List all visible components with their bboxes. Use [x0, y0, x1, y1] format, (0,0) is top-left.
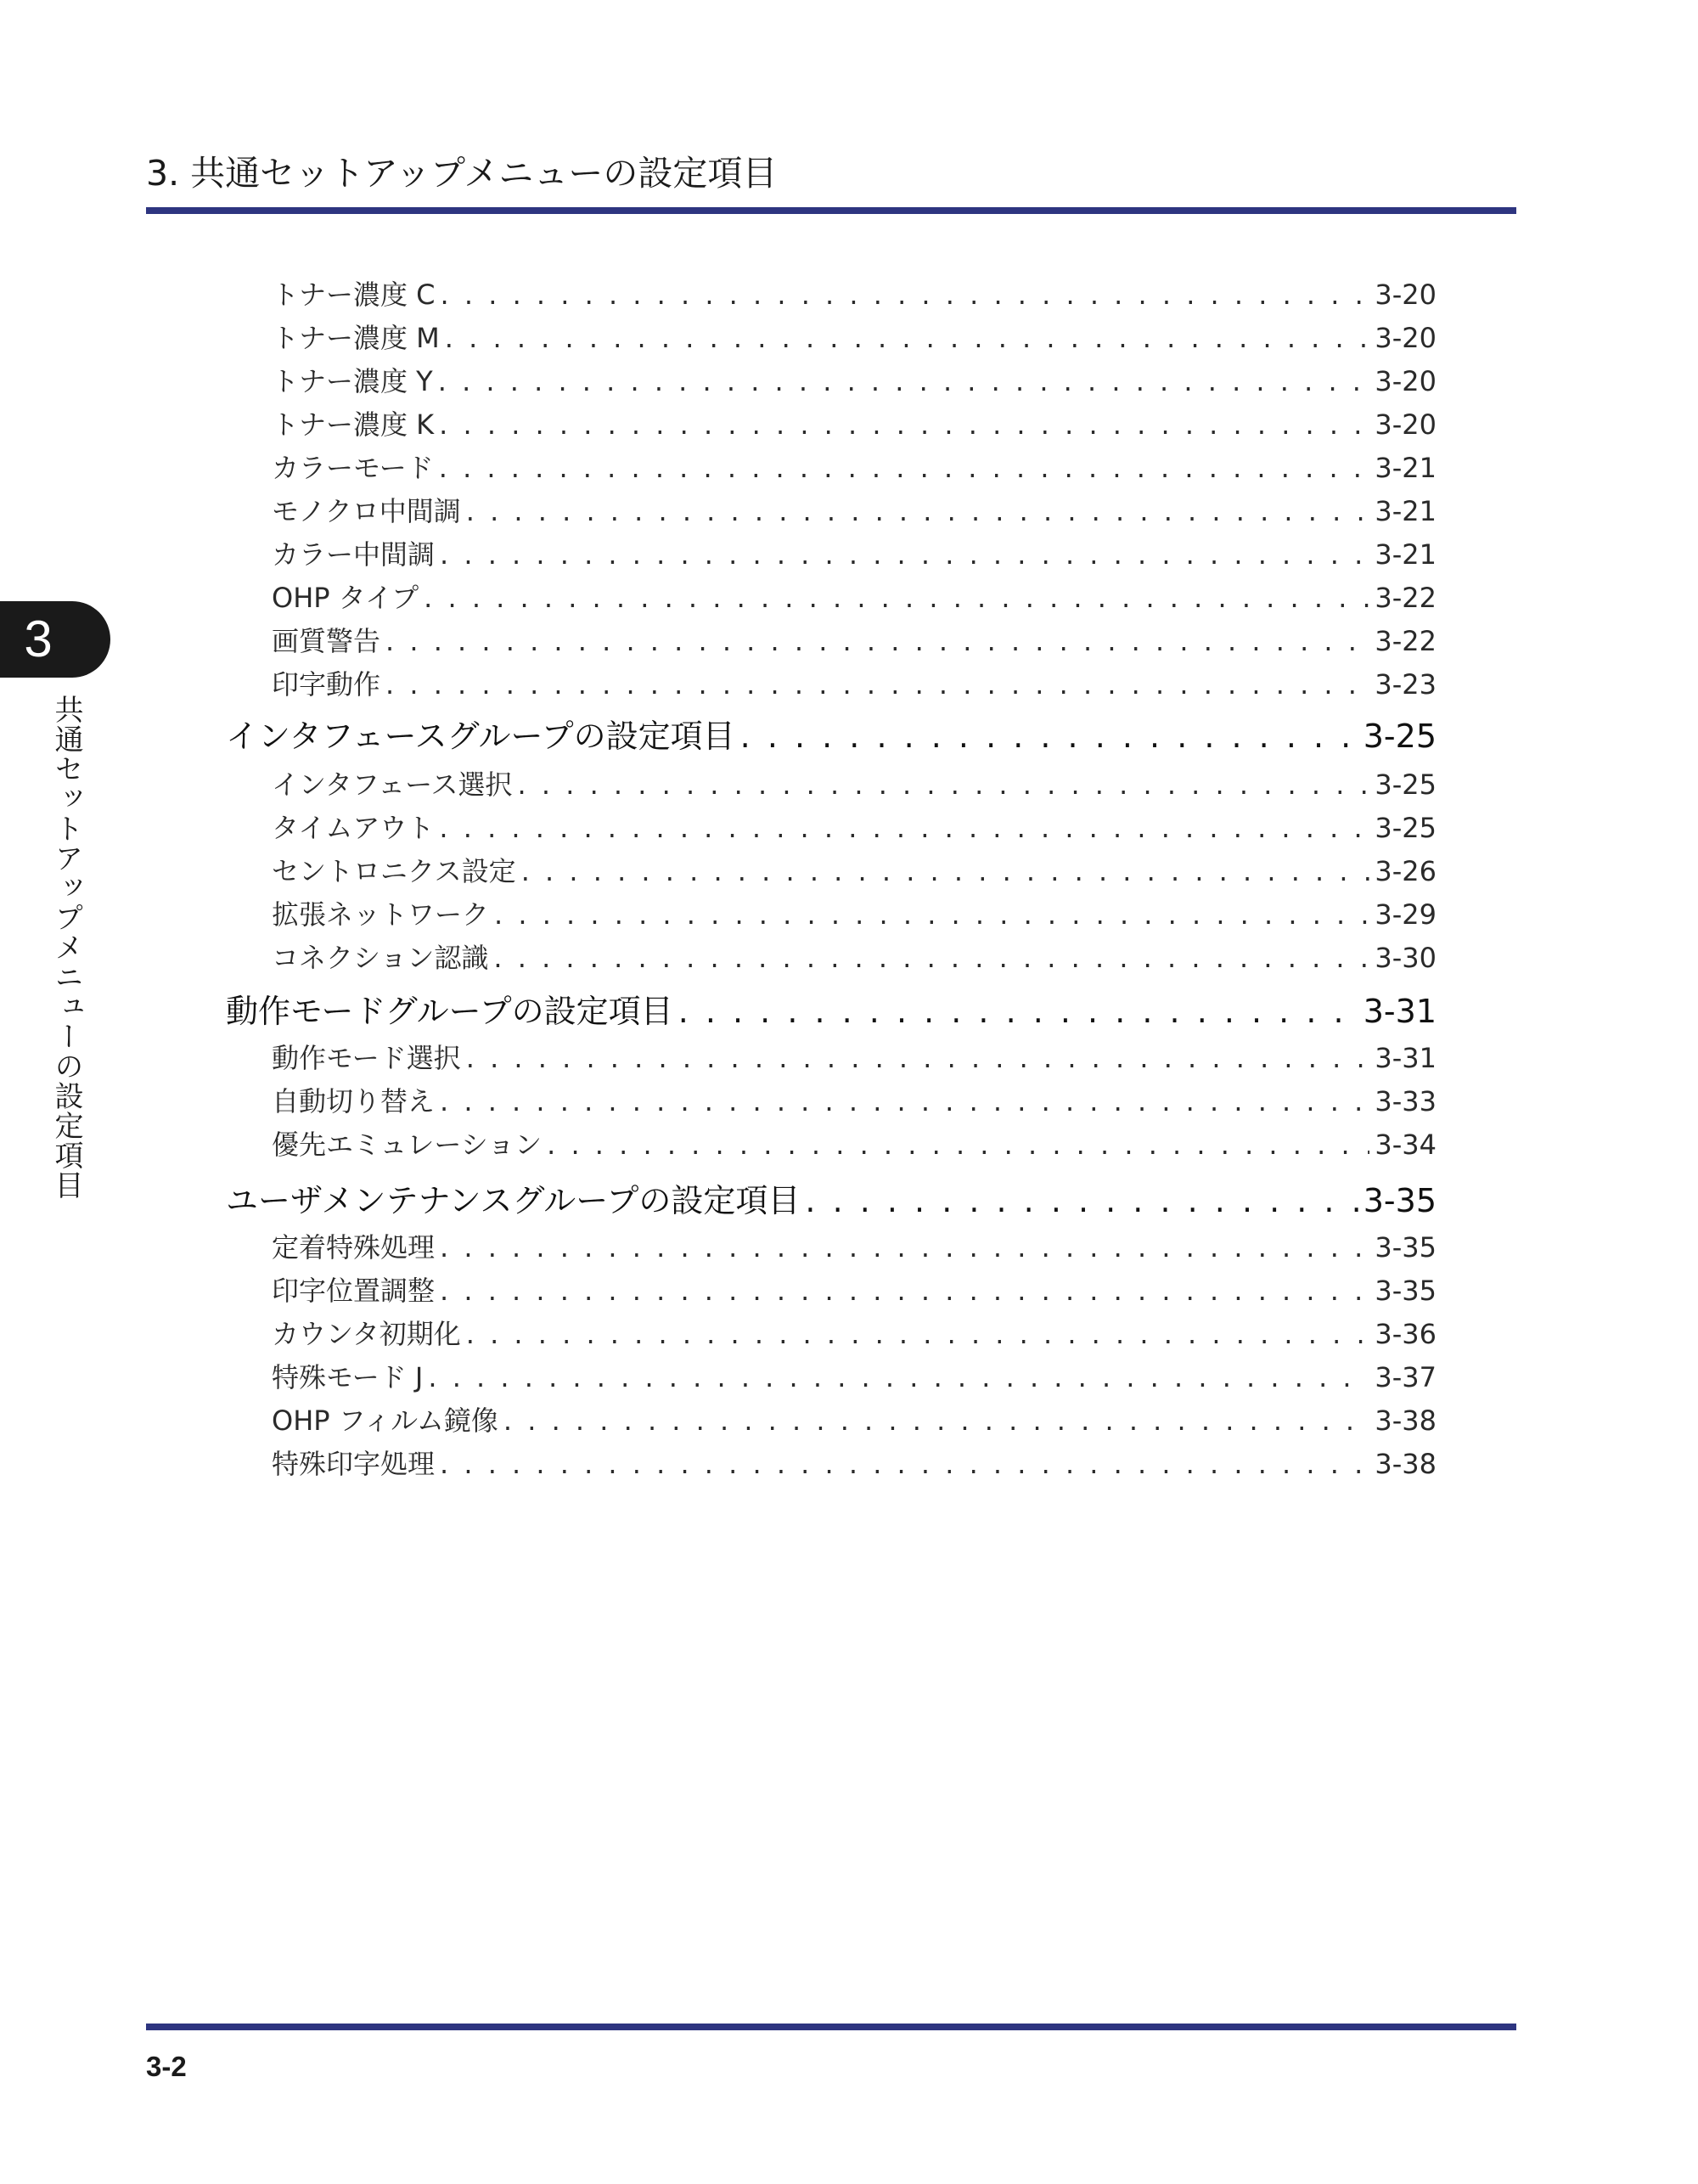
toc-entry[interactable] [272, 577, 1437, 620]
toc-entry[interactable] [272, 1356, 1437, 1399]
toc-entry-label: タイムアウト [272, 812, 435, 844]
toc-section-entry[interactable] [226, 1176, 1437, 1225]
toc-leader-dots [440, 1443, 1369, 1486]
toc-entry-label: カウンタ初期化 [272, 1318, 461, 1350]
toc-entry-page: 3-38 [1375, 1448, 1437, 1480]
toc-entry-label: 印字動作 [272, 668, 381, 701]
toc-entry-label: 定着特殊処理 [272, 1231, 436, 1264]
toc-entry-page: 3-21 [1375, 495, 1437, 527]
toc-entry-page: 3-20 [1375, 408, 1437, 441]
toc-section-label: ユーザメンテナンスグループの設定項目 [226, 1182, 801, 1219]
toc-leader-dots [438, 360, 1370, 403]
toc-leader-dots [466, 490, 1370, 533]
toc-leader-dots [547, 1123, 1369, 1167]
toc-entry-label: 自動切り替え [272, 1085, 436, 1117]
toc-entry-label: トナー濃度 Y [272, 365, 433, 397]
toc-entry-label: 特殊モード J [272, 1361, 424, 1393]
toc-entry[interactable] [272, 850, 1437, 893]
toc-leader-dots [805, 1176, 1358, 1225]
toc-entry-label: セントロニクス設定 [272, 855, 516, 887]
toc-entry[interactable] [272, 533, 1437, 577]
toc-leader-dots [428, 1356, 1369, 1399]
toc-section-page: 3-35 [1363, 1182, 1437, 1219]
toc-entry[interactable] [272, 360, 1437, 403]
toc-entry[interactable] [272, 1313, 1437, 1356]
toc-entry[interactable] [272, 763, 1437, 807]
toc-entry-label: 動作モード選択 [272, 1042, 461, 1074]
toc-leader-dots [466, 1037, 1370, 1080]
footer-rule [146, 2024, 1516, 2030]
toc-leader-dots [440, 1080, 1369, 1123]
toc-leader-dots [441, 273, 1370, 317]
toc-entry[interactable] [272, 317, 1437, 360]
toc-entry-page: 3-25 [1375, 768, 1437, 801]
toc-entry[interactable] [272, 1269, 1437, 1313]
toc-entry-label: 特殊印字処理 [272, 1448, 436, 1480]
toc-entry[interactable] [272, 663, 1437, 706]
toc-leader-dots [439, 403, 1369, 447]
toc-entry-page: 3-37 [1375, 1361, 1437, 1393]
toc-leader-dots [385, 620, 1369, 663]
toc-section-label: 動作モードグループの設定項目 [226, 993, 673, 1030]
toc-entry-label: 画質警告 [272, 625, 381, 657]
toc-entry-page: 3-23 [1375, 668, 1437, 701]
toc-entry[interactable] [272, 807, 1437, 850]
chapter-number: 3 [24, 611, 53, 667]
chapter-side-label: 共通セットアップメニューの設定項目 [49, 695, 83, 1200]
toc-entry-label: トナー濃度 M [272, 322, 440, 354]
toc-entry-page: 3-36 [1375, 1318, 1437, 1350]
toc-leader-dots [494, 893, 1369, 937]
toc-entry[interactable] [272, 1226, 1437, 1269]
toc-entry[interactable] [272, 893, 1437, 937]
toc-entry[interactable] [272, 403, 1437, 447]
toc-entry[interactable] [272, 447, 1437, 490]
toc-entry-label: カラーモード [272, 452, 434, 484]
toc-entry-label: 印字位置調整 [272, 1275, 436, 1307]
toc-entry-page: 3-22 [1375, 625, 1437, 657]
toc-entry-label: インタフェース選択 [272, 768, 513, 801]
toc-entry-label: トナー濃度 C [272, 279, 436, 311]
toc-entry-page: 3-34 [1375, 1129, 1437, 1161]
toc-entry-page: 3-38 [1375, 1404, 1437, 1437]
toc-entry[interactable] [272, 1037, 1437, 1080]
toc-entry[interactable] [272, 937, 1437, 980]
toc-leader-dots [385, 663, 1369, 706]
toc-leader-dots [521, 850, 1370, 893]
toc-leader-dots [445, 317, 1370, 360]
toc-entry-page: 3-21 [1375, 452, 1437, 484]
toc-entry-page: 3-29 [1375, 898, 1437, 931]
toc-leader-dots [440, 1226, 1369, 1269]
toc-section-page: 3-25 [1363, 718, 1437, 755]
toc-entry-page: 3-20 [1375, 365, 1437, 397]
toc-entry-page: 3-33 [1375, 1085, 1437, 1117]
toc-leader-dots [440, 533, 1369, 577]
toc-entry-page: 3-22 [1375, 582, 1437, 614]
toc-leader-dots [518, 763, 1370, 807]
toc-entry-label: 優先エミュレーション [272, 1129, 543, 1161]
toc-leader-dots [440, 1269, 1369, 1313]
toc-leader-dots [493, 937, 1369, 980]
toc-entry-page: 3-25 [1375, 812, 1437, 844]
toc-leader-dots [439, 807, 1369, 850]
toc-entry-label: OHP タイプ [272, 582, 419, 614]
toc-entry-label: 拡張ネットワーク [272, 898, 490, 931]
toc-entry[interactable] [272, 1399, 1437, 1443]
toc-entry[interactable] [272, 490, 1437, 533]
toc-entry[interactable] [272, 273, 1437, 317]
toc-leader-dots [503, 1399, 1369, 1443]
header-rule [146, 207, 1516, 214]
toc-leader-dots [678, 987, 1358, 1036]
toc-entry-page: 3-35 [1375, 1275, 1437, 1307]
toc-leader-dots [466, 1313, 1370, 1356]
toc-entry-page: 3-26 [1375, 855, 1437, 887]
toc-section-page: 3-31 [1363, 993, 1437, 1030]
chapter-tab [0, 601, 110, 678]
toc-leader-dots [740, 712, 1358, 761]
toc-entry-page: 3-20 [1375, 322, 1437, 354]
toc-entry[interactable] [272, 1443, 1437, 1486]
toc-entry[interactable] [272, 1123, 1437, 1167]
toc-section-entry[interactable] [226, 987, 1437, 1036]
toc-entry[interactable] [272, 1080, 1437, 1123]
toc-section-label: インタフェースグループの設定項目 [226, 718, 735, 755]
page-title: 3. 共通セットアップメニューの設定項目 [146, 153, 778, 194]
toc-entry-page: 3-31 [1375, 1042, 1437, 1074]
toc-entry-page: 3-30 [1375, 942, 1437, 974]
toc-entry-label: カラー中間調 [272, 538, 436, 571]
toc-entry-label: OHP フィルム鏡像 [272, 1404, 498, 1437]
toc-leader-dots [424, 577, 1369, 620]
toc-entry[interactable] [272, 620, 1437, 663]
toc-entry-label: モノクロ中間調 [272, 495, 461, 527]
toc-entry-label: コネクション認識 [272, 942, 489, 974]
toc-entry-page: 3-20 [1375, 279, 1437, 311]
toc-leader-dots [439, 447, 1370, 490]
toc-entry-page: 3-21 [1375, 538, 1437, 571]
toc-entry-label: トナー濃度 K [272, 408, 435, 441]
toc-section-entry[interactable] [226, 712, 1437, 761]
page-number: 3-2 [146, 2051, 187, 2082]
toc-entry-page: 3-35 [1375, 1231, 1437, 1264]
